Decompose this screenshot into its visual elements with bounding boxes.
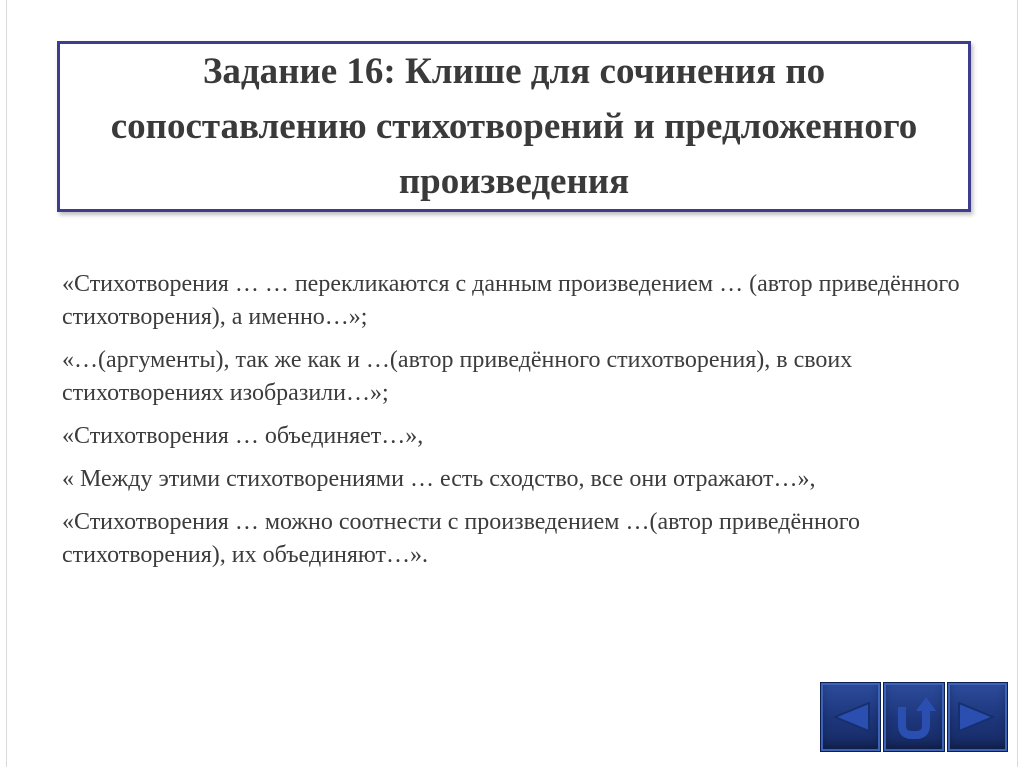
slide-title: Задание 16: Клише для сочинения по сопоставлению стихотворений и предложенного произведения <box>110 51 918 202</box>
title-box <box>57 41 971 212</box>
arrow-right-icon <box>955 697 999 737</box>
list-item: «…(аргументы), так же как и …(автор приведённого стихотворения), в своих стихотворениях изобразили…»; <box>62 347 853 406</box>
return-button[interactable] <box>883 682 944 752</box>
list-item: « Между этими стихотворениями … есть сходство, все они отражают…», <box>62 466 816 492</box>
next-slide-button[interactable] <box>947 682 1008 752</box>
arrow-left-icon <box>829 697 873 737</box>
return-arrow-icon <box>892 693 936 741</box>
list-item: «Стихотворения … объединяет…», <box>62 423 424 449</box>
previous-slide-button[interactable] <box>820 682 881 752</box>
list-item: «Стихотворения … можно соотнести с произведением …(автор приведённого стихотворения), их объединяют…». <box>62 509 861 568</box>
cliche-list <box>62 268 962 582</box>
navigation-bar <box>820 682 1010 752</box>
list-item: «Стихотворения … … перекликаются с данным произведением … (автор приведённого стихотворения), а именно…»; <box>62 271 960 330</box>
